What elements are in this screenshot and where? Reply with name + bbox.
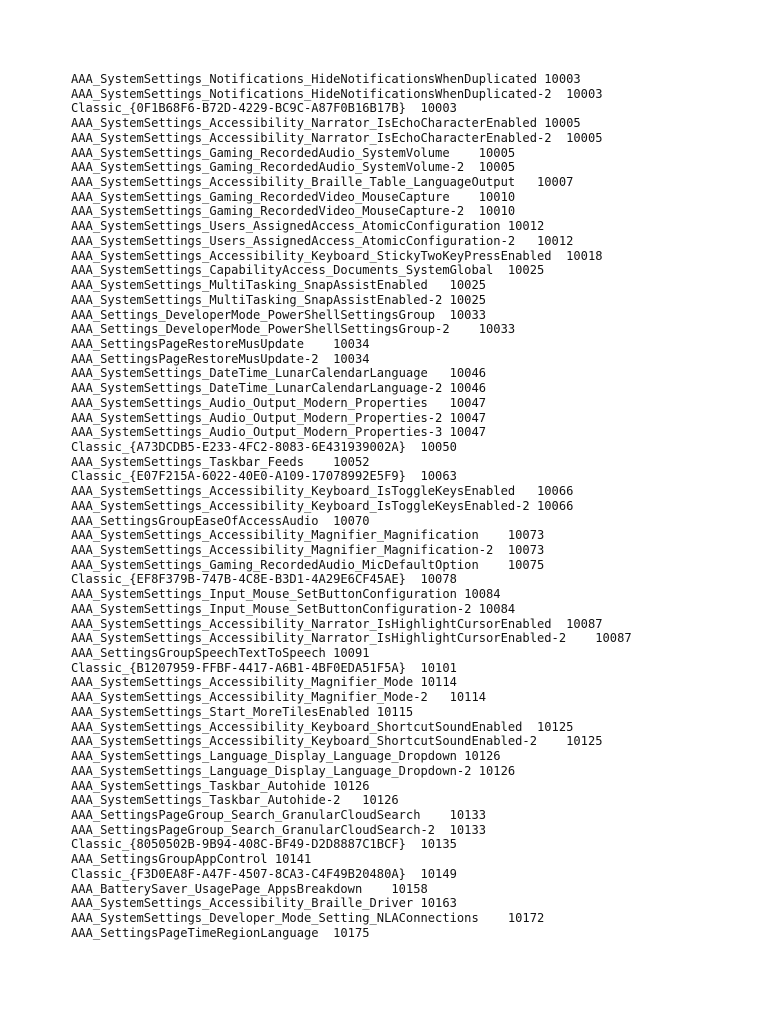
settings-list-line <box>71 896 748 911</box>
setting-name: AAA_SystemSettings_Audio_Output_Modern_Properties-2 <box>71 410 443 425</box>
tab-gap <box>421 808 450 822</box>
tab-gap <box>406 837 421 851</box>
settings-list-line <box>71 911 748 926</box>
setting-name: AAA_SystemSettings_Gaming_RecordedAudio_SystemVolume <box>71 145 450 160</box>
tab-gap <box>406 867 421 881</box>
setting-name: Classic_{B1207959-FFBF-4417-A6B1-4BF0EDA51F5A} <box>71 660 406 675</box>
setting-name: AAA_SystemSettings_Accessibility_Keyboard_IsToggleKeysEnabled <box>71 484 516 499</box>
setting-name: AAA_SystemSettings_Developer_Mode_Setting_NLAConnections <box>71 910 479 925</box>
setting-code: 10115 <box>376 704 414 719</box>
setting-name: AAA_SystemSettings_DateTime_LunarCalendarLanguage <box>71 366 428 381</box>
setting-name: AAA_SettingsPageRestoreMusUpdate <box>71 336 304 351</box>
setting-code: 10126 <box>362 793 399 808</box>
settings-list-line <box>71 263 748 278</box>
setting-code: 10126 <box>464 749 501 764</box>
tab-gap <box>304 455 333 469</box>
setting-code: 10172 <box>507 910 545 925</box>
setting-name: Classic_{0F1B68F6-B72D-4229-BC9C-A87F0B16B17B} <box>71 101 406 116</box>
settings-list-line <box>71 72 748 87</box>
settings-list-line <box>71 499 748 514</box>
tab-gap <box>522 720 537 734</box>
setting-name: AAA_SettingsPageGroup_Search_GranularCloudSearch <box>71 807 421 822</box>
settings-list-line <box>71 705 748 720</box>
settings-list-line <box>71 455 748 470</box>
settings-list-line <box>71 572 748 587</box>
tab-gap <box>319 352 334 366</box>
tab-gap <box>406 101 421 115</box>
setting-code: 10010 <box>478 204 516 219</box>
settings-list-line <box>71 808 748 823</box>
settings-list-line <box>71 926 748 941</box>
settings-list-line <box>71 146 748 161</box>
setting-code: 10114 <box>420 675 457 690</box>
setting-name: AAA_SystemSettings_Accessibility_Keyboard_StickyTwoKeyPressEnabled <box>71 248 552 263</box>
tab-gap <box>464 204 479 218</box>
tab-gap <box>428 690 450 704</box>
settings-list-line <box>71 190 748 205</box>
setting-name: AAA_SystemSettings_CapabilityAccess_Documents_SystemGlobal <box>71 263 494 278</box>
tab-gap <box>515 234 537 248</box>
setting-name: AAA_SystemSettings_Users_AssignedAccess_AtomicConfiguration-2 <box>71 233 516 248</box>
setting-code: 10141 <box>274 852 312 867</box>
tab-gap <box>552 131 567 145</box>
tab-gap <box>442 411 449 425</box>
settings-list-line <box>71 720 748 735</box>
settings-list-line <box>71 617 748 632</box>
settings-list-line <box>71 749 748 764</box>
setting-name: AAA_SystemSettings_Input_Mouse_SetButtonConfiguration <box>71 587 457 602</box>
setting-name: AAA_SystemSettings_Taskbar_Autohide-2 <box>71 793 341 808</box>
setting-code: 10033 <box>478 322 516 337</box>
setting-name: AAA_SettingsPageGroup_Search_GranularCloudSearch-2 <box>71 822 436 837</box>
setting-name: Classic_{F3D0EA8F-A47F-4507-8CA3-C4F49B20480A} <box>71 866 406 881</box>
setting-code: 10133 <box>449 807 487 822</box>
setting-code: 10087 <box>595 631 632 646</box>
tab-gap <box>479 528 508 542</box>
setting-code: 10047 <box>449 410 487 425</box>
setting-name: AAA_SystemSettings_Accessibility_Narrator_IsEchoCharacterEnabled <box>71 116 537 131</box>
setting-code: 10091 <box>333 646 370 661</box>
tab-gap <box>340 793 362 807</box>
setting-code: 10066 <box>537 484 574 499</box>
setting-name: AAA_SystemSettings_Accessibility_Narrator_IsEchoCharacterEnabled-2 <box>71 130 552 145</box>
setting-name: AAA_SystemSettings_Accessibility_Magnifier_Magnification-2 <box>71 543 494 557</box>
setting-code: 10078 <box>420 572 457 587</box>
setting-code: 10025 <box>449 292 487 307</box>
settings-list-line <box>71 646 748 661</box>
tab-gap <box>435 308 450 322</box>
setting-name: Classic_{A73DCDB5-E233-4FC2-8083-6E431939002A} <box>71 439 406 454</box>
settings-list-line <box>71 396 748 411</box>
setting-code: 10101 <box>420 660 457 675</box>
setting-name: AAA_SystemSettings_Audio_Output_Modern_Properties-3 <box>71 425 443 440</box>
setting-code: 10003 <box>566 86 603 101</box>
setting-name: AAA_SystemSettings_Accessibility_Keyboard_ShortcutSoundEnabled-2 <box>71 734 537 749</box>
settings-list-line <box>71 87 748 102</box>
settings-list-line <box>71 823 748 838</box>
setting-name: AAA_SystemSettings_Accessibility_Braille_Driver <box>71 896 414 911</box>
tab-gap <box>428 366 450 380</box>
settings-list-line <box>71 514 748 529</box>
tab-gap <box>406 469 421 483</box>
setting-code: 10018 <box>566 248 603 263</box>
tab-gap <box>471 764 478 778</box>
setting-name: AAA_SystemSettings_Taskbar_Autohide <box>71 778 326 793</box>
setting-code: 10114 <box>449 690 487 705</box>
setting-code: 10050 <box>420 439 457 454</box>
setting-code: 10034 <box>333 351 370 366</box>
settings-list-line <box>71 837 748 852</box>
tab-gap <box>515 484 537 498</box>
settings-list-line <box>71 337 748 352</box>
settings-list-line <box>71 278 748 293</box>
tab-gap <box>370 705 377 719</box>
setting-name: Classic_{EF8F379B-747B-4C8E-B3D1-4A29E6CF45AE} <box>71 572 406 587</box>
settings-list-line <box>71 764 748 779</box>
setting-code: 10046 <box>449 381 487 396</box>
setting-code: 10025 <box>507 263 545 278</box>
setting-name: AAA_SystemSettings_Gaming_RecordedVideo_MouseCapture <box>71 189 450 204</box>
setting-name: AAA_SystemSettings_Start_MoreTilesEnabled <box>71 704 370 719</box>
settings-list-line <box>71 793 748 808</box>
tab-gap <box>471 602 478 616</box>
setting-name: AAA_SettingsPageRestoreMusUpdate-2 <box>71 351 319 366</box>
settings-list-line <box>71 675 748 690</box>
tab-gap <box>501 219 508 233</box>
settings-list-line <box>71 411 748 426</box>
setting-name: AAA_SystemSettings_Language_Display_Language_Dropdown <box>71 749 457 764</box>
tab-gap <box>413 896 420 910</box>
setting-code: 10007 <box>537 175 574 190</box>
tab-gap <box>304 337 333 351</box>
setting-code: 10135 <box>420 837 457 852</box>
settings-list-line <box>71 160 748 175</box>
settings-list-line <box>71 101 748 116</box>
setting-name: AAA_SystemSettings_Gaming_RecordedAudio_MicDefaultOption <box>71 557 479 572</box>
settings-list-line <box>71 779 748 794</box>
setting-name: AAA_SystemSettings_Language_Display_Language_Dropdown-2 <box>71 763 472 778</box>
setting-name: AAA_SystemSettings_Gaming_RecordedAudio_SystemVolume-2 <box>71 160 465 175</box>
setting-name: AAA_Settings_DeveloperMode_PowerShellSettingsGroup <box>71 307 436 322</box>
setting-name: AAA_SystemSettings_Taskbar_Feeds <box>71 454 304 469</box>
settings-list-line <box>71 734 748 749</box>
settings-list-line <box>71 440 748 455</box>
setting-name: AAA_SettingsPageTimeRegionLanguage <box>71 925 319 940</box>
setting-code: 10175 <box>333 925 370 940</box>
setting-code: 10070 <box>333 513 370 528</box>
settings-list-line <box>71 234 748 249</box>
settings-list-line <box>71 175 748 190</box>
tab-gap <box>552 87 567 101</box>
setting-code: 10005 <box>478 145 516 160</box>
setting-name: AAA_SystemSettings_MultiTasking_SnapAssistEnabled <box>71 278 428 293</box>
settings-list-line <box>71 219 748 234</box>
tab-gap <box>552 249 567 263</box>
tab-gap <box>442 293 449 307</box>
tab-gap <box>435 823 450 837</box>
settings-list-line <box>71 631 748 646</box>
document-page <box>71 72 748 940</box>
settings-list-line <box>71 602 748 617</box>
setting-name: AAA_SystemSettings_Notifications_HideNotificationsWhenDuplicated-2 <box>71 86 552 101</box>
setting-name: AAA_SystemSettings_Accessibility_Keyboard_ShortcutSoundEnabled <box>71 719 523 734</box>
setting-code: 10087 <box>566 616 603 631</box>
settings-list-line <box>71 293 748 308</box>
setting-name: AAA_SystemSettings_Accessibility_Narrator_IsHighlightCursorEnabled-2 <box>71 631 567 646</box>
settings-list-line <box>71 469 748 484</box>
setting-name: AAA_SettingsGroupEaseOfAccessAudio <box>71 513 319 528</box>
settings-list-line <box>71 528 748 543</box>
settings-list-line <box>71 587 748 602</box>
settings-list-line <box>71 661 748 676</box>
setting-name: AAA_SystemSettings_Accessibility_Narrator_IsHighlightCursorEnabled <box>71 616 552 631</box>
setting-code: 10052 <box>333 454 370 469</box>
setting-name: Classic_{8050502B-9B94-408C-BF49-D2D8887C1BCF} <box>71 837 406 852</box>
tab-gap <box>552 617 567 631</box>
setting-code: 10126 <box>478 763 516 778</box>
tab-gap <box>406 661 421 675</box>
tab-gap <box>268 852 275 866</box>
settings-list-line <box>71 204 748 219</box>
tab-gap <box>406 572 421 586</box>
setting-name: AAA_SystemSettings_Input_Mouse_SetButtonConfiguration-2 <box>71 601 472 616</box>
setting-name: AAA_SystemSettings_DateTime_LunarCalendarLanguage-2 <box>71 381 443 396</box>
settings-list-line <box>71 249 748 264</box>
settings-list-line <box>71 116 748 131</box>
setting-name: AAA_SystemSettings_Gaming_RecordedVideo_MouseCapture-2 <box>71 204 465 219</box>
tab-gap <box>442 381 449 395</box>
tab-gap <box>406 440 421 454</box>
tab-gap <box>362 882 391 896</box>
settings-list-line <box>71 308 748 323</box>
settings-list-line <box>71 366 748 381</box>
tab-gap <box>428 396 450 410</box>
setting-name: AAA_SystemSettings_Audio_Output_Modern_Properties <box>71 395 428 410</box>
setting-code: 10012 <box>537 233 574 248</box>
setting-name: AAA_SystemSettings_Users_AssignedAccess_AtomicConfiguration <box>71 219 501 234</box>
tab-gap <box>450 146 479 160</box>
settings-list-line <box>71 425 748 440</box>
setting-code: 10034 <box>333 336 370 351</box>
settings-list-line <box>71 484 748 499</box>
settings-list-line <box>71 131 748 146</box>
settings-list-line <box>71 867 748 882</box>
tab-gap <box>479 911 508 925</box>
tab-gap <box>515 175 537 189</box>
setting-code: 10003 <box>420 101 457 116</box>
setting-name: AAA_SystemSettings_Accessibility_Braille_Table_LanguageOutput <box>71 175 516 190</box>
tab-gap <box>319 514 334 528</box>
settings-list <box>71 72 748 940</box>
setting-code: 10163 <box>420 896 457 911</box>
tab-gap <box>442 425 449 439</box>
setting-code: 10025 <box>449 278 487 293</box>
setting-code: 10084 <box>464 587 501 602</box>
setting-name: AAA_SystemSettings_Notifications_HideNotificationsWhenDuplicated <box>71 72 537 86</box>
tab-gap <box>479 558 508 572</box>
setting-name: AAA_SettingsGroupSpeechTextToSpeech <box>71 646 326 661</box>
setting-code: 10125 <box>566 734 603 749</box>
tab-gap <box>450 190 479 204</box>
setting-code: 10033 <box>449 307 487 322</box>
setting-name: AAA_SystemSettings_Accessibility_Magnifier_Mode-2 <box>71 690 428 705</box>
setting-code: 10047 <box>449 395 487 410</box>
setting-name: AAA_SystemSettings_MultiTasking_SnapAssistEnabled-2 <box>71 292 443 307</box>
setting-code: 10133 <box>449 822 487 837</box>
setting-code: 10126 <box>333 778 370 793</box>
setting-name: AAA_SystemSettings_Accessibility_Magnifier_Magnification <box>71 528 479 543</box>
setting-code: 10084 <box>478 601 516 616</box>
setting-name: AAA_BatterySaver_UsagePage_AppsBreakdown <box>71 881 363 896</box>
tab-gap <box>464 160 479 174</box>
setting-name: AAA_SystemSettings_Accessibility_Keyboard_IsToggleKeysEnabled-2 <box>71 498 530 513</box>
setting-code: 10005 <box>566 130 603 145</box>
setting-code: 10005 <box>478 160 516 175</box>
setting-code: 10063 <box>420 469 457 484</box>
tab-gap <box>537 734 566 748</box>
setting-code: 10073 <box>507 543 545 557</box>
settings-list-line <box>71 352 748 367</box>
settings-list-line <box>71 882 748 897</box>
setting-code: 10125 <box>537 719 574 734</box>
setting-code: 10047 <box>449 425 487 440</box>
tab-gap <box>493 543 508 557</box>
setting-name: Classic_{E07F215A-6022-40E0-A109-17078992E5F9} <box>71 469 406 484</box>
setting-code: 10075 <box>507 557 545 572</box>
setting-code: 10005 <box>544 116 581 131</box>
setting-name: AAA_Settings_DeveloperMode_PowerShellSettingsGroup-2 <box>71 322 450 337</box>
setting-code: 10149 <box>420 866 457 881</box>
settings-list-line <box>71 543 748 558</box>
tab-gap <box>319 926 334 940</box>
setting-name: AAA_SystemSettings_Accessibility_Magnifier_Mode <box>71 675 414 690</box>
setting-name: AAA_SettingsGroupAppControl <box>71 852 268 867</box>
settings-list-line <box>71 690 748 705</box>
setting-code: 10046 <box>449 366 487 381</box>
setting-code: 10003 <box>544 72 581 86</box>
setting-code: 10066 <box>537 498 574 513</box>
settings-list-line <box>71 322 748 337</box>
setting-code: 10073 <box>507 528 545 543</box>
tab-gap <box>413 675 420 689</box>
tab-gap <box>566 631 595 645</box>
tab-gap <box>428 278 450 292</box>
setting-code: 10012 <box>507 219 545 234</box>
settings-list-line <box>71 381 748 396</box>
setting-code: 10010 <box>478 189 516 204</box>
tab-gap <box>530 499 537 513</box>
setting-code: 10158 <box>391 881 428 896</box>
tab-gap <box>493 263 508 277</box>
settings-list-line <box>71 852 748 867</box>
settings-list-line <box>71 558 748 573</box>
tab-gap <box>450 322 479 336</box>
